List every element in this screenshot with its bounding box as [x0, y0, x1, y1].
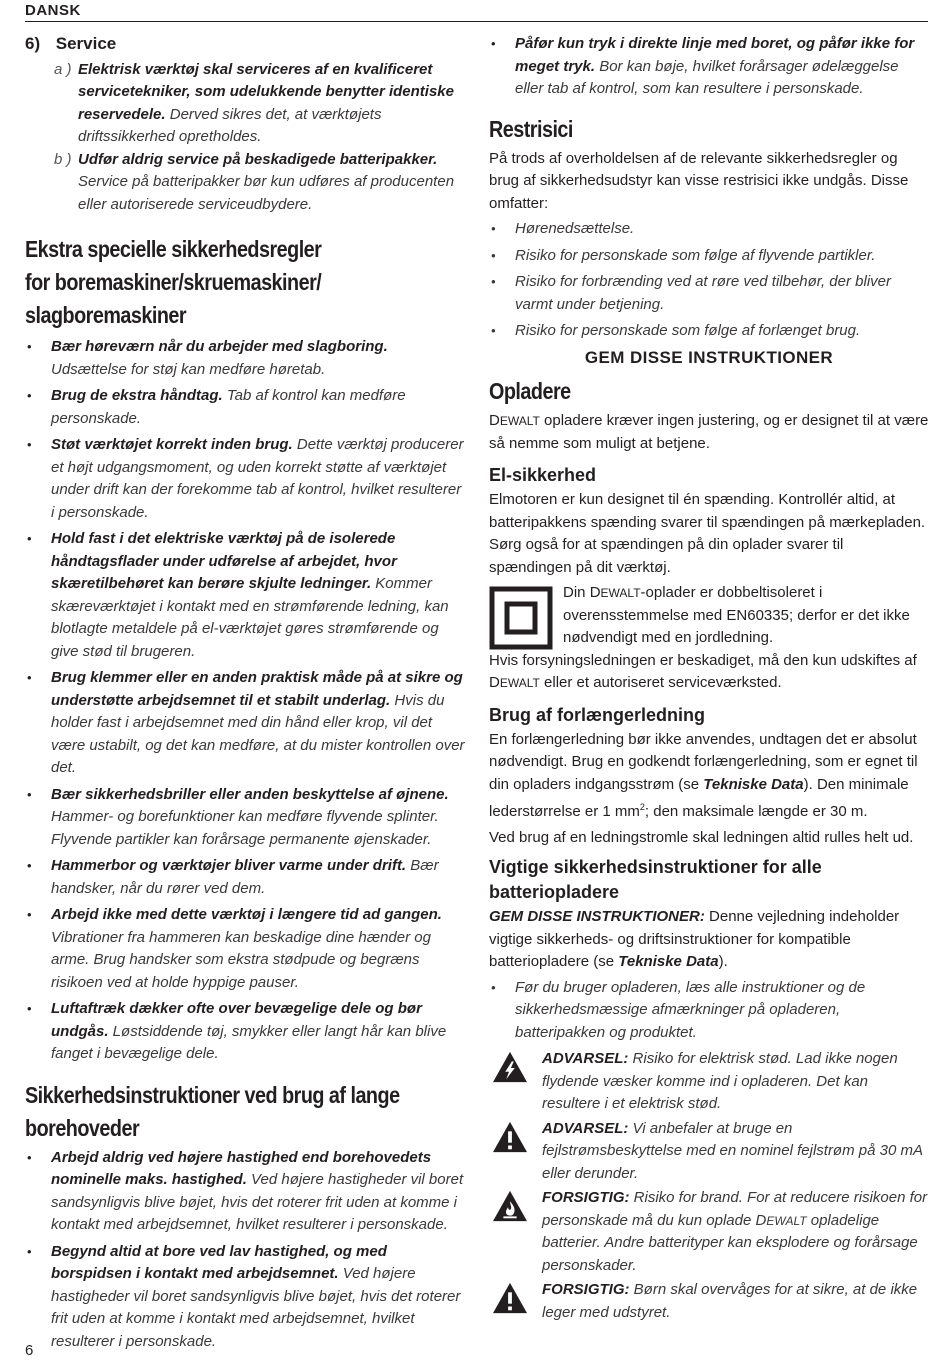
list-item [25, 528, 465, 663]
pressure-bullet-list [489, 33, 929, 101]
heading-line: borehoveder [25, 1114, 140, 1141]
warning-label: FORSIGTIG: [542, 1281, 630, 1298]
exclamation-icon [491, 1120, 529, 1154]
list-item [25, 1147, 465, 1237]
electric-shock-icon [491, 1050, 529, 1084]
list-item [25, 855, 465, 900]
fire-icon [491, 1189, 529, 1223]
heading-line: Vigtige sikkerhedsinstruktioner for alle [489, 857, 822, 877]
restrisici-intro: På trods af overholdelsen af de relevante sikkerhedsregler og brug af sikkerhedsudstyr kan visse restrisici ikke undgås. Disse omfatter: [489, 149, 909, 212]
item-bold: Luftaftræk dækker ofte over bevægelige dele og bør undgås. [51, 1000, 422, 1040]
warning-label: ADVARSEL: [542, 1050, 629, 1067]
warning-electric-shock [489, 1048, 929, 1116]
section-title: Service [55, 34, 117, 53]
double-insulation-icon [489, 586, 553, 650]
paragraph-text: ; den maksimale længde er 30 m. [644, 803, 868, 820]
heading-line: for boremaskiner/skruemaskiner/ [25, 269, 322, 295]
header-rule [25, 21, 928, 22]
brand-initial: D [755, 1211, 767, 1229]
brand-name: EWALT [766, 1213, 807, 1228]
lead-bold: GEM DISSE INSTRUKTIONER: [489, 908, 705, 925]
item-bold: Hold fast i det elektriske værktøj på de isolerede håndtagsflader under udførelse af arbejdet, hvor skæretilbehøret kan berøre skjulte ledninger. [51, 530, 397, 592]
warning-label: FORSIGTIG: [542, 1189, 630, 1206]
item-text: Bor kan bøje, hvilket forårsager ødelæggelse eller tab af kontrol, som kan resultere i personskade. [515, 57, 899, 97]
paragraph-text: Denne vejledning indeholder vigtige sikkerheds- og driftsinstruktioner for kompatible batteriopladere (se [489, 908, 900, 970]
item-bold: Bær sikkerhedsbriller eller anden beskyttelse af øjnene. [51, 785, 449, 803]
item-bold: Arbejd ikke med dette værktøj i længere tid ad gangen. [51, 906, 442, 923]
charger-safety-heading [489, 855, 929, 905]
list-item: • Risiko for forbrænding ved at røre ved tilbehør, der bliver varmt under betjening. [489, 271, 929, 316]
brand-initial: D [489, 412, 500, 429]
extension-cord-p1 [489, 729, 929, 824]
item-bold: Bær høreværn når du arbejder med slagboring. [51, 338, 388, 355]
long-bits-list [25, 1147, 465, 1354]
header-language: DANSK [25, 2, 81, 19]
reference-link-text: Tekniske Data [618, 953, 719, 970]
warning-text: Risiko for elektrisk stød. Lad ikke nogen flydende væsker komme ind i opladeren. Det kan resultere i et elektrisk stød. [542, 1050, 898, 1112]
warning-text: Børn skal overvåges for at sikre, at de ikke leger med udstyret. [542, 1281, 918, 1321]
item-text: Tab af kontrol kan medføre personskade. [51, 387, 406, 427]
el-safety-p1: Elmotoren er kun designet til én spænding. Kontrollér altid, at batteripakkens spænding svarer til spændingen på mærkepladen. Sørg også for at spændingen på din oplader svarer til spændingen på dit værktøj. [489, 491, 926, 576]
item-bold: Støt værktøjet korrekt inden brug. [51, 436, 293, 453]
item-bold: Udfør aldrig service på beskadigede batteripakker. [78, 150, 438, 168]
list-item [25, 784, 465, 852]
item-bold: Hammerbor og værktøjer bliver varme under drift. [51, 857, 407, 874]
list-item [25, 1241, 465, 1354]
item-text: Hammer- og borefunktioner kan medføre flyvende splinter. Flyvende partikler kan forårsage permanente øjenskader. [51, 808, 439, 848]
list-item [25, 998, 465, 1066]
warning-rcd [489, 1118, 929, 1186]
heading-line: batteriopladere [489, 882, 620, 902]
paragraph-text: opladere kræver ingen justering, og er designet til at være så nemme som muligt at betjene. [489, 412, 929, 452]
opladere-heading: Opladere [489, 378, 571, 404]
charger-safety-list [489, 977, 929, 1045]
paragraph-text: Din [563, 584, 590, 601]
list-item: • Risiko for personskade som følge af forlænget brug. [489, 320, 929, 343]
item-text: Bær handsker, når du rører ved dem. [51, 857, 439, 897]
extension-cord-heading: Brug af forlængerledning [489, 704, 705, 725]
extension-cord-p2: Ved brug af en ledningstromle skal ledningen altid rulles helt ud. [489, 828, 914, 846]
item-bold: Elektrisk værktøj skal serviceres af en kvalificeret servicetekniker, som udelukkende benytter identiske reservedele. [78, 60, 454, 123]
restrisici-heading: Restrisici [489, 115, 573, 142]
right-column [489, 33, 929, 1326]
brand-initial: D [589, 584, 601, 601]
double-insulated-block [489, 582, 929, 650]
paragraph-text: En forlængerledning bør ikke anvendes, undtagen det er absolut nødvendigt. Brug en godkendt forlængerledning, som er egnet til din opladers indgangsstrøm (se [489, 730, 918, 793]
section-6-heading [25, 33, 465, 56]
item-bold: Brug klemmer eller en anden praktisk måde på at sikre og understøtte arbejdsemnet til et stabilt underlag. [51, 669, 463, 709]
list-item [25, 385, 465, 430]
extra-rules-heading [25, 233, 465, 332]
list-item: • Risiko for personskade som følge af flyvende partikler. [489, 245, 929, 268]
item-letter: a ) [54, 60, 72, 78]
section-number: 6) [25, 34, 41, 53]
brand-initial: D [489, 674, 500, 691]
paragraph-text: eller et autoriseret serviceværksted. [539, 674, 782, 691]
service-item-a [25, 59, 465, 149]
brand-name: EWALT [499, 676, 540, 690]
paragraph-text: ). [718, 953, 728, 970]
list-item [25, 434, 465, 524]
item-text: Kommer skæreværktøjet i kontakt med en strømførende ledning, kan blotlagte metaldele på el-værktøjet gøres strømførende og give stød til brugeren. [51, 575, 449, 660]
item-text: Ved højere hastigheder vil boret sandsynligvis blive bøjet, hvis det roterer frit uden at komme i kontakt med arbejdsemnet, hvilket resulterer i personskade. [51, 1171, 464, 1233]
el-safety-p3 [489, 650, 929, 695]
warning-text: opladelige batterier. Andre batterityper kan eksplodere og forårsage personskader. [542, 1211, 918, 1274]
caution-fire [489, 1187, 929, 1277]
paragraph-text: -oplader er dobbeltisoleret i overensstemmelse med EN60335; derfor er det ikke nødvendigt med en jordledning. [563, 584, 910, 646]
opladere-text [489, 410, 929, 455]
item-text: Service på batteripakker bør kun udføres af producenten eller autoriserede serviceudbydere. [78, 173, 455, 213]
list-item [25, 667, 465, 780]
heading-line: Sikkerhedsinstruktioner ved brug af lange [25, 1081, 400, 1108]
item-text: Vibrationer fra hammeren kan beskadige dine hænder og arme. Brug handsker som ekstra stødpude og begræns risikoen ved at holde hyppige pauser. [51, 928, 431, 991]
warning-label: ADVARSEL: [542, 1119, 629, 1137]
save-instructions-heading: GEM DISSE INSTRUKTIONER [584, 347, 834, 367]
service-item-b [25, 149, 465, 217]
restrisici-list [489, 218, 929, 343]
list-item: • Før du bruger opladeren, læs alle instruktioner og de sikkerhedsmæssige afmærkninger på opladeren, batteripakken og produktet. [489, 977, 929, 1045]
extra-rules-list [25, 336, 465, 1066]
exclamation-icon [491, 1281, 529, 1315]
item-bold: Begynd altid at bore ved lav hastighed, og med borspidsen i kontakt med arbejdsemnet. [51, 1242, 387, 1282]
el-safety-heading: El-sikkerhed [489, 465, 597, 485]
left-column [25, 33, 465, 1357]
list-item [25, 904, 465, 994]
item-text: Udsættelse for støj kan medføre høretab. [51, 360, 326, 378]
caution-children [489, 1279, 929, 1324]
paragraph-text: Hvis forsyningsledningen er beskadiget, må den kun udskiftes af [489, 651, 917, 669]
heading-line: slagboremaskiner [25, 302, 187, 328]
warning-text: Risiko for brand. For at reducere risikoen for personskade må du kun oplade [542, 1189, 928, 1229]
item-bold: Påfør kun tryk i direkte linje med boret, og påfør ikke for meget tryk. [515, 35, 915, 75]
brand-name: EWALT [499, 414, 540, 428]
list-item [25, 336, 465, 381]
list-item [489, 33, 929, 101]
item-letter: b ) [54, 150, 72, 168]
item-text: Dette værktøj producerer et højt udgangsmoment, og uden korrekt støtte af værktøjet under drift kan der forekomme tab af kontrol, hvilket resulterer i personskade. [51, 436, 464, 521]
item-text: Hvis du holder fast i arbejdsemnet med din hånd eller krop, vil det være ustabilt, og det kan medføre, at du mister kontrollen over det. [51, 691, 465, 776]
brand-name: EWALT [600, 586, 641, 600]
list-item: • Hørenedsættelse. [489, 218, 929, 241]
page-number: 6 [25, 1342, 34, 1359]
item-text: Derved sikres det, at værktøjets driftssikkerhed opretholdes. [78, 105, 382, 145]
item-text: Ved højere hastigheder vil boret sandsynligvis blive bøjet, hvis det roterer frit uden at komme i kontakt med arbejdsemnet, hvilket resulterer i personskade. [51, 1265, 461, 1350]
paragraph-text: ). Den minimale lederstørrelse er 1 mm [489, 775, 909, 820]
item-bold: Brug de ekstra håndtag. [51, 387, 223, 404]
superscript: 2 [639, 802, 645, 812]
item-text: Løstsiddende tøj, smykker eller langt hår kan blive fanget i bevægelige dele. [51, 1022, 447, 1062]
item-bold: Arbejd aldrig ved højere hastighed end borehovedets nominelle maks. hastighed. [51, 1148, 432, 1188]
warning-text: Vi anbefaler at bruge en fejlstrømsbeskyttelse med en nominel fejlstrøm på 30 mA eller derunder. [542, 1119, 923, 1182]
heading-line: Ekstra specielle sikkerhedsregler [25, 236, 322, 262]
long-bits-heading [25, 1079, 465, 1145]
charger-safety-lead [489, 906, 929, 974]
reference-link-text: Tekniske Data [703, 775, 804, 793]
